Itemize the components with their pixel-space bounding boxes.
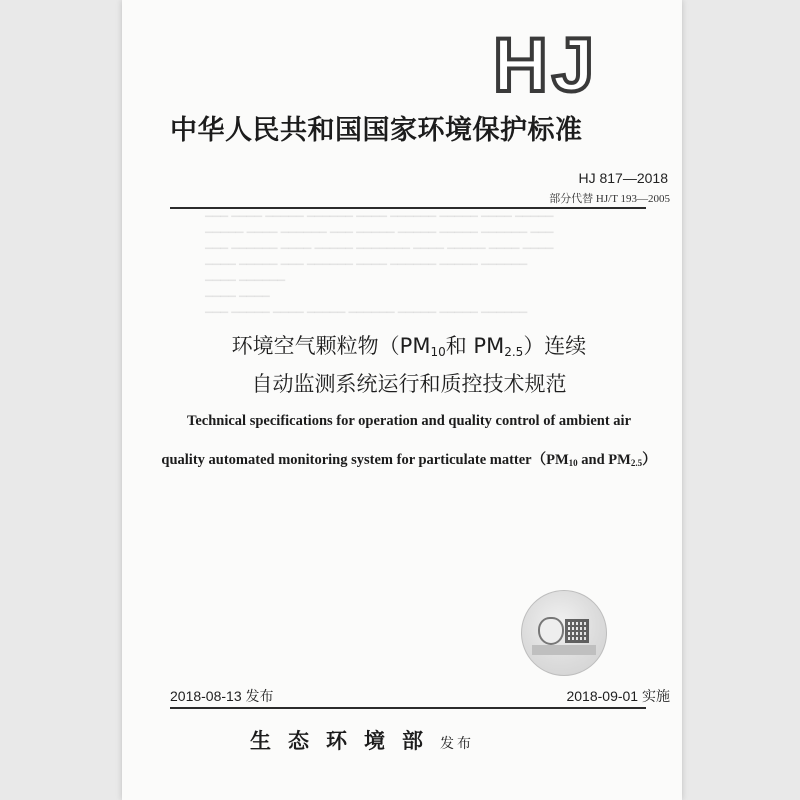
publish-label: 发布 [245, 689, 274, 705]
title-cn-part1: 环境空气颗粒物（PM [231, 334, 431, 358]
document-title-cn-line2: 自动监测系统运行和质控技术规范 [251, 372, 567, 396]
title-en-sub2: 2.5 [630, 458, 643, 468]
show-through-texture: ▔▔▔ ▔▔▔▔ ▔▔▔▔▔ ▔▔▔▔▔▔ ▔▔▔▔ ▔▔▔▔▔▔ ▔▔▔▔▔ ▔▔▔▔ ▔▔▔▔▔ ▔▔▔▔▔ ▔▔▔▔ ▔▔▔▔▔▔ ▔▔▔ ▔▔▔▔▔ ▔▔▔▔▔ ▔▔▔▔▔ ▔▔▔▔▔▔ ▔▔▔ ▔▔▔ ▔▔▔▔▔▔ ▔▔▔▔ ▔▔▔▔▔ ▔▔▔▔▔▔▔ ▔▔▔▔ ▔▔▔▔▔ ▔▔▔▔ ▔▔▔▔ ▔▔▔▔ ▔▔▔▔▔ ▔▔▔ ▔▔▔▔▔▔ ▔▔▔▔ ▔▔▔▔▔▔ ▔▔▔▔▔ ▔▔▔▔▔▔ ▔▔▔▔ ▔▔▔▔▔▔ ▔▔▔▔ ▔▔▔▔ ▔▔▔ ▔▔▔▔▔ ▔▔▔▔ ▔▔▔▔▔ ▔▔▔▔▔▔ ▔▔▔▔▔ ▔▔▔▔▔ ▔▔▔▔▔▔ [205, 217, 554, 324]
title-cn-part3: ）连续 [523, 334, 587, 358]
title-cn-part2: 和 PM [445, 334, 505, 358]
seal-band [532, 645, 596, 655]
header-divider [170, 207, 646, 209]
qr-code-icon [565, 619, 589, 643]
implement-label: 实施 [642, 689, 670, 705]
issuer-name: 生态环境部 [250, 729, 440, 753]
standard-family-title: 中华人民共和国国家环境保护标准 [170, 115, 583, 146]
title-en-sub1: 10 [568, 458, 578, 468]
title-en-part2: and PM [577, 452, 631, 468]
anti-counterfeit-seal [521, 590, 607, 676]
title-cn-sub2: 2.5 [504, 345, 524, 359]
implement-date-value: 2018-09-01 [566, 688, 639, 704]
document-title-en-line1: Technical specifications for operation and quality control of ambient air [187, 413, 631, 429]
issuer [250, 725, 474, 755]
replaces-note: 部分代替 HJ/T 193—2005 [549, 193, 670, 205]
publish-date-value: 2018-08-13 [170, 688, 242, 704]
title-en-part3: ） [642, 452, 657, 468]
document-title-cn-line1 [170, 330, 648, 360]
title-en-part1: quality automated monitoring system for particulate matter（PM [161, 452, 569, 468]
publish-date [170, 686, 274, 706]
seal-emblem-icon [538, 617, 564, 645]
hj-logo: HJ [493, 23, 599, 108]
footer-divider [170, 707, 646, 709]
issuer-verb: 发布 [440, 736, 474, 752]
implement-date [566, 686, 670, 706]
document-title-en-line2 [160, 448, 658, 469]
title-cn-sub1: 10 [430, 345, 446, 359]
standard-number: HJ 817—2018 [578, 170, 668, 186]
